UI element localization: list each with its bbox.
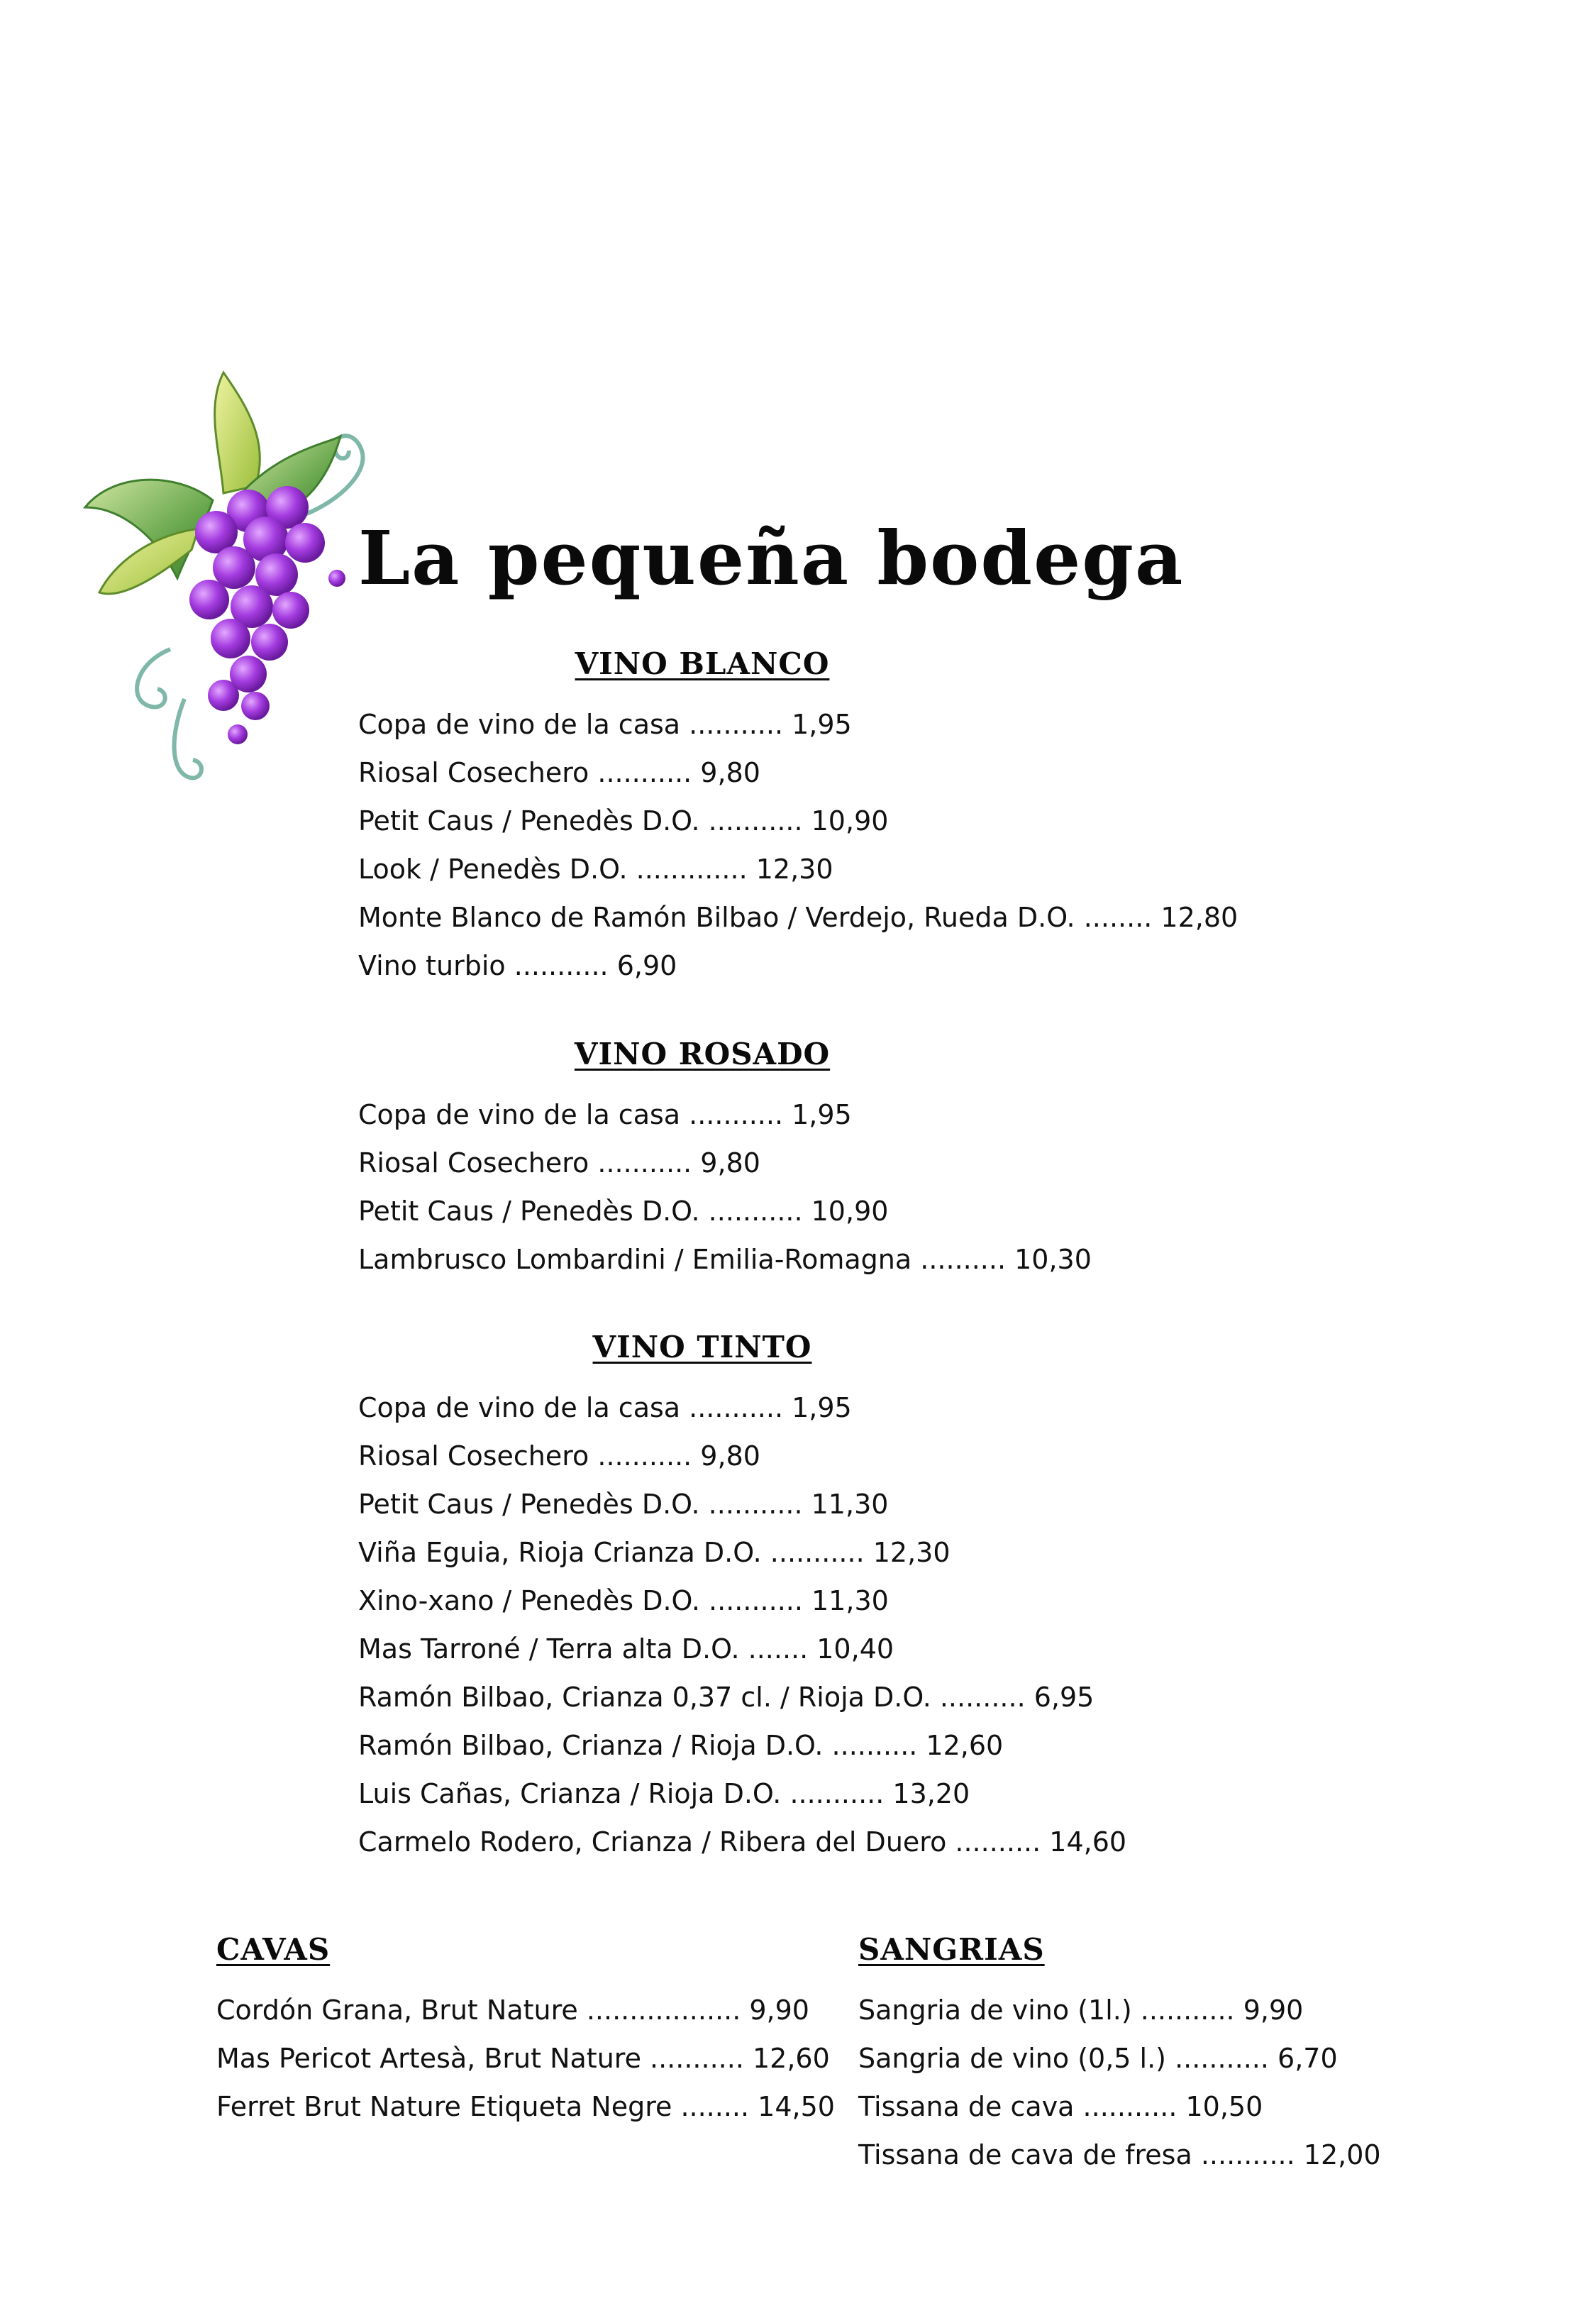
cava-list — [216, 1986, 855, 2131]
section-sangrias — [858, 1932, 1532, 2179]
list-item: Copa de vino de la casa ........... 1,95 — [358, 1392, 852, 1423]
section-heading: VINO ROSADO — [574, 1037, 831, 1071]
list-item: Carmelo Rodero, Crianza / Ribera del Duero .......... 14,60 — [358, 1826, 1127, 1858]
list-item: Mas Tarroné / Terra alta D.O. ....... 10,40 — [358, 1633, 894, 1665]
section-cavas — [216, 1932, 855, 2131]
list-item: Luis Cañas, Crianza / Rioja D.O. ........... 13,20 — [358, 1778, 970, 1809]
section-vino-blanco — [358, 646, 1422, 990]
list-item: Xino-xano / Penedès D.O. ........... 11,30 — [358, 1585, 889, 1616]
list-item: Sangria de vino (0,5 l.) ........... 6,70 — [858, 2043, 1338, 2074]
list-item: Riosal Cosechero ........... 9,80 — [358, 1147, 760, 1179]
list-item: Copa de vino de la casa ........... 1,95 — [358, 709, 852, 740]
list-item: Riosal Cosechero ........... 9,80 — [358, 1440, 760, 1472]
list-item: Petit Caus / Penedès D.O. ........... 10,90 — [358, 805, 889, 837]
wine-list — [358, 1091, 1422, 1284]
list-item: Petit Caus / Penedès D.O. ........... 10,90 — [358, 1196, 889, 1227]
section-vino-rosado — [358, 1039, 1422, 1284]
list-item: Ramón Bilbao, Crianza 0,37 cl. / Rioja D.O. .......... 6,95 — [358, 1682, 1095, 1713]
list-item: Tissana de cava de fresa ........... 12,00 — [858, 2139, 1381, 2170]
list-item: Petit Caus / Penedès D.O. ........... 11,30 — [358, 1489, 889, 1520]
page-title: La pequeña bodega — [358, 514, 1185, 602]
wine-list — [358, 700, 1422, 990]
wine-list — [358, 1384, 1422, 1866]
section-heading: CAVAS — [216, 1932, 331, 1967]
section-vino-tinto — [358, 1330, 1422, 1866]
section-heading: VINO TINTO — [592, 1330, 812, 1364]
list-item: Lambrusco Lombardini / Emilia-Romagna .......... 10,30 — [358, 1244, 1092, 1275]
list-item: Sangria de vino (1l.) ........... 9,90 — [858, 1995, 1304, 2026]
list-item: Monte Blanco de Ramón Bilbao / Verdejo, Rueda D.O. ........ 12,80 — [358, 902, 1238, 933]
section-heading: VINO BLANCO — [575, 646, 830, 681]
list-item: Tissana de cava ........... 10,50 — [858, 2091, 1263, 2122]
list-item: Cordón Grana, Brut Nature .................. 9,90 — [216, 1995, 809, 2026]
list-item: Riosal Cosechero ........... 9,80 — [358, 757, 760, 788]
list-item: Ramón Bilbao, Crianza / Rioja D.O. .......... 12,60 — [358, 1730, 1004, 1761]
sangria-list — [858, 1986, 1532, 2179]
list-item: Vino turbio ........... 6,90 — [358, 950, 677, 981]
list-item: Mas Pericot Artesà, Brut Nature ........... 12,60 — [216, 2043, 830, 2074]
list-item: Viña Eguia, Rioja Crianza D.O. ........... 12,30 — [358, 1537, 951, 1568]
list-item: Ferret Brut Nature Etiqueta Negre ........ 14,50 — [216, 2091, 835, 2122]
list-item: Look / Penedès D.O. ............. 12,30 — [358, 854, 833, 885]
section-heading: SANGRIAS — [858, 1932, 1045, 1967]
list-item: Copa de vino de la casa ........... 1,95 — [358, 1099, 852, 1130]
